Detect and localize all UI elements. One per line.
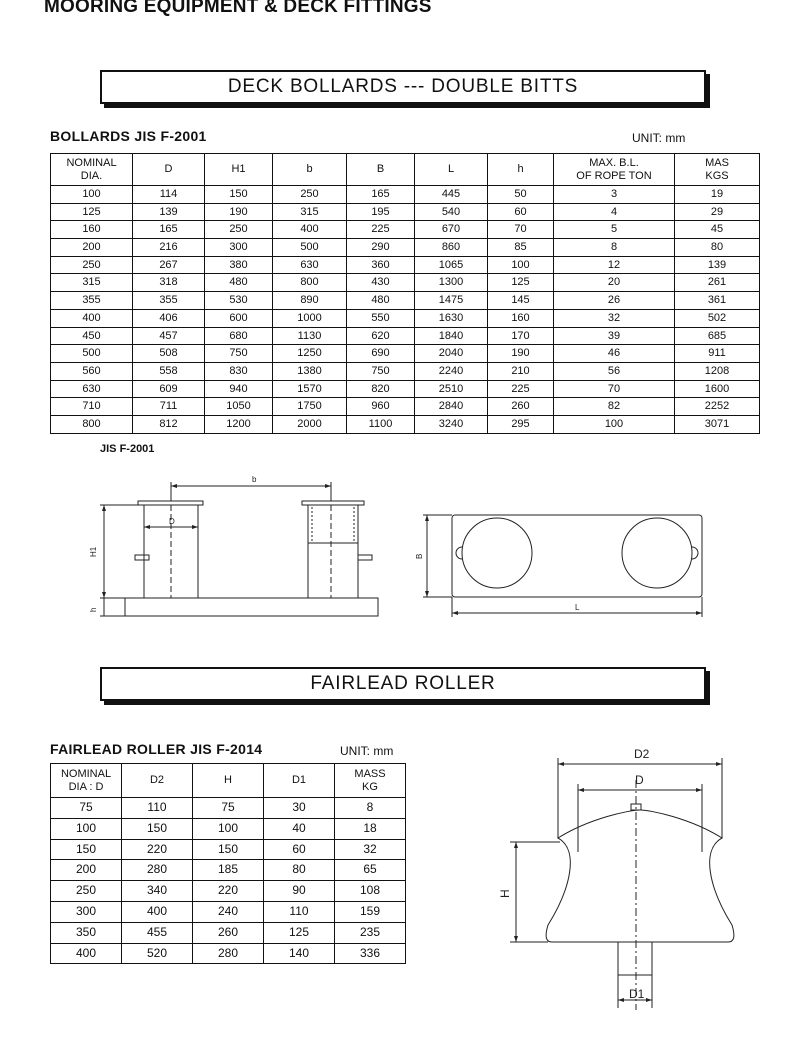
table-row: [51, 362, 760, 380]
table-cell: 56: [554, 362, 675, 380]
table-row: [51, 203, 760, 221]
table-cell: 800: [273, 274, 347, 292]
table-cell: 711: [133, 398, 205, 416]
table-cell: 60: [488, 203, 554, 221]
table-cell: 125: [488, 274, 554, 292]
table-cell: 430: [347, 274, 415, 292]
table-cell: 250: [273, 186, 347, 204]
bollards-unit: UNIT: mm: [632, 131, 686, 145]
column-header-text: D2: [149, 774, 165, 787]
table-cell: 250: [51, 256, 133, 274]
table-cell: 500: [51, 345, 133, 363]
table-cell: 190: [205, 203, 273, 221]
fairlead-section-title: FAIRLEAD ROLLER JIS F-2014: [50, 741, 263, 757]
dim-D-fairlead-label: D: [635, 773, 644, 787]
table-cell: 800: [51, 415, 133, 433]
column-header-text: H1: [231, 163, 246, 176]
column-header-text: D: [164, 163, 173, 176]
dim-L-label: L: [575, 603, 580, 612]
table-cell: 1200: [205, 415, 273, 433]
bollards-section-title: BOLLARDS JIS F-2001: [50, 128, 207, 144]
column-header: [51, 154, 133, 186]
column-header: [488, 154, 554, 186]
dim-b-label: b: [252, 475, 257, 484]
table-cell: 100: [488, 256, 554, 274]
table-cell: 267: [133, 256, 205, 274]
table-cell: 380: [205, 256, 273, 274]
table-cell: 911: [675, 345, 760, 363]
table-row: [51, 943, 406, 964]
table-cell: 80: [264, 860, 335, 881]
table-row: [51, 221, 760, 239]
table-cell: 80: [675, 239, 760, 257]
table-cell: 150: [51, 839, 122, 860]
bollard-drawing: [80, 465, 720, 630]
table-cell: 3: [554, 186, 675, 204]
table-cell: 200: [51, 239, 133, 257]
table-cell: 5: [554, 221, 675, 239]
fairlead-drawing: [490, 740, 760, 1015]
column-header-text: D1: [291, 774, 307, 787]
table-cell: 400: [122, 901, 193, 922]
table-cell: 400: [51, 309, 133, 327]
column-header-text: L: [447, 163, 455, 176]
column-header: [675, 154, 760, 186]
table-cell: 480: [205, 274, 273, 292]
table-cell: 90: [264, 881, 335, 902]
table-cell: 620: [347, 327, 415, 345]
table-cell: 250: [205, 221, 273, 239]
table-cell: 1750: [273, 398, 347, 416]
fairlead-header-row: [51, 764, 406, 798]
bollard-plan-post-right: [622, 518, 692, 588]
fairlead-table-body: [51, 798, 406, 964]
column-header: [51, 764, 122, 798]
table-row: [51, 186, 760, 204]
bollards-banner: DECK BOLLARDS --- DOUBLE BITTS: [100, 70, 706, 104]
table-cell: 1100: [347, 415, 415, 433]
table-cell: 336: [335, 943, 406, 964]
table-cell: 340: [122, 881, 193, 902]
table-row: [51, 818, 406, 839]
column-header-text: MASS: [354, 767, 386, 780]
column-header-text: KGS: [705, 169, 729, 182]
table-row: [51, 274, 760, 292]
table-row: [51, 398, 760, 416]
table-cell: 200: [51, 860, 122, 881]
table-cell: 125: [264, 922, 335, 943]
table-cell: 8: [335, 798, 406, 819]
table-cell: 480: [347, 292, 415, 310]
table-row: [51, 292, 760, 310]
table-cell: 315: [51, 274, 133, 292]
table-cell: 216: [133, 239, 205, 257]
table-row: [51, 327, 760, 345]
table-cell: 2510: [415, 380, 488, 398]
table-cell: 65: [335, 860, 406, 881]
table-cell: 75: [193, 798, 264, 819]
table-cell: 150: [122, 818, 193, 839]
column-header: [133, 154, 205, 186]
table-cell: 260: [488, 398, 554, 416]
table-row: [51, 345, 760, 363]
table-cell: 60: [264, 839, 335, 860]
dim-D-label: D: [169, 517, 175, 526]
column-header: [347, 154, 415, 186]
table-cell: 150: [193, 839, 264, 860]
table-cell: 500: [273, 239, 347, 257]
table-cell: 300: [51, 901, 122, 922]
table-cell: 39: [554, 327, 675, 345]
column-header: [335, 764, 406, 798]
column-header-text: NOMINAL: [60, 767, 112, 780]
table-cell: 360: [347, 256, 415, 274]
table-cell: 685: [675, 327, 760, 345]
column-header: [193, 764, 264, 798]
table-cell: 1050: [205, 398, 273, 416]
table-cell: 315: [273, 203, 347, 221]
table-cell: 318: [133, 274, 205, 292]
table-cell: 540: [415, 203, 488, 221]
table-cell: 46: [554, 345, 675, 363]
column-header-text: DIA.: [80, 169, 103, 182]
table-row: [51, 901, 406, 922]
table-cell: 195: [347, 203, 415, 221]
table-cell: 1065: [415, 256, 488, 274]
table-cell: 185: [193, 860, 264, 881]
table-cell: 190: [488, 345, 554, 363]
table-cell: 1570: [273, 380, 347, 398]
table-cell: 220: [122, 839, 193, 860]
table-cell: 100: [51, 818, 122, 839]
table-cell: 70: [488, 221, 554, 239]
table-cell: 108: [335, 881, 406, 902]
fairlead-roller-shaft: [618, 942, 652, 975]
table-cell: 820: [347, 380, 415, 398]
table-cell: 710: [51, 398, 133, 416]
table-cell: 940: [205, 380, 273, 398]
table-cell: 32: [554, 309, 675, 327]
bollard-plan-base: [452, 515, 702, 597]
table-cell: 40: [264, 818, 335, 839]
table-cell: 1300: [415, 274, 488, 292]
bollard-plan-post-left: [462, 518, 532, 588]
table-row: [51, 881, 406, 902]
column-header-text: DIA : D: [68, 780, 104, 793]
bollards-table-body: [51, 186, 760, 434]
table-cell: 75: [51, 798, 122, 819]
table-row: [51, 380, 760, 398]
dim-B-label: B: [415, 553, 424, 559]
table-cell: 110: [264, 901, 335, 922]
table-cell: 670: [415, 221, 488, 239]
table-cell: 750: [347, 362, 415, 380]
table-cell: 20: [554, 274, 675, 292]
fairlead-banner: FAIRLEAD ROLLER: [100, 667, 706, 701]
table-cell: 361: [675, 292, 760, 310]
table-cell: 400: [51, 943, 122, 964]
table-cell: 235: [335, 922, 406, 943]
table-cell: 960: [347, 398, 415, 416]
page-title: MOORING EQUIPMENT & DECK FITTINGS: [44, 0, 432, 17]
table-cell: 450: [51, 327, 133, 345]
table-cell: 350: [51, 922, 122, 943]
dim-D1-label: D1: [629, 987, 645, 1001]
table-cell: 140: [264, 943, 335, 964]
table-cell: 12: [554, 256, 675, 274]
table-cell: 29: [675, 203, 760, 221]
table-cell: 455: [122, 922, 193, 943]
bollard-left-cap: [138, 501, 203, 505]
column-header-text: b: [306, 163, 313, 176]
table-cell: 830: [205, 362, 273, 380]
table-cell: 70: [554, 380, 675, 398]
table-cell: 355: [51, 292, 133, 310]
table-cell: 558: [133, 362, 205, 380]
table-row: [51, 239, 760, 257]
table-cell: 355: [133, 292, 205, 310]
table-cell: 145: [488, 292, 554, 310]
column-header-text: H: [224, 774, 232, 787]
dim-H1-label: H1: [89, 546, 98, 557]
table-cell: 1380: [273, 362, 347, 380]
table-cell: 30: [264, 798, 335, 819]
table-cell: 1630: [415, 309, 488, 327]
column-header-text: h: [517, 163, 524, 176]
table-row: [51, 256, 760, 274]
table-cell: 165: [133, 221, 205, 239]
table-cell: 100: [554, 415, 675, 433]
table-cell: 160: [488, 309, 554, 327]
table-cell: 225: [488, 380, 554, 398]
bollards-figure-label: JIS F-2001: [100, 443, 155, 455]
table-cell: 1250: [273, 345, 347, 363]
table-row: [51, 309, 760, 327]
column-header-text: OF ROPE TON: [576, 169, 652, 182]
column-header-text: MAX. B.L.: [589, 156, 639, 169]
table-cell: 240: [193, 901, 264, 922]
table-row: [51, 839, 406, 860]
table-cell: 300: [205, 239, 273, 257]
column-header: [273, 154, 347, 186]
table-cell: 520: [122, 943, 193, 964]
table-cell: 1130: [273, 327, 347, 345]
table-cell: 560: [51, 362, 133, 380]
table-cell: 210: [488, 362, 554, 380]
column-header-text: MAS: [705, 156, 729, 169]
table-cell: 890: [273, 292, 347, 310]
table-cell: 82: [554, 398, 675, 416]
table-cell: 18: [335, 818, 406, 839]
table-cell: 8: [554, 239, 675, 257]
table-cell: 50: [488, 186, 554, 204]
table-cell: 3071: [675, 415, 760, 433]
column-header: [122, 764, 193, 798]
table-cell: 225: [347, 221, 415, 239]
table-cell: 1475: [415, 292, 488, 310]
table-cell: 680: [205, 327, 273, 345]
table-cell: 630: [273, 256, 347, 274]
table-cell: 2240: [415, 362, 488, 380]
table-cell: 45: [675, 221, 760, 239]
table-cell: 445: [415, 186, 488, 204]
table-cell: 690: [347, 345, 415, 363]
table-cell: 609: [133, 380, 205, 398]
table-cell: 160: [51, 221, 133, 239]
table-cell: 32: [335, 839, 406, 860]
table-cell: 508: [133, 345, 205, 363]
table-cell: 165: [347, 186, 415, 204]
table-cell: 2252: [675, 398, 760, 416]
table-cell: 280: [193, 943, 264, 964]
bollard-right-cap: [302, 501, 364, 505]
bollards-table: [50, 153, 760, 434]
table-cell: 159: [335, 901, 406, 922]
table-cell: 2840: [415, 398, 488, 416]
table-cell: 85: [488, 239, 554, 257]
column-header-text: KG: [362, 780, 378, 793]
table-cell: 457: [133, 327, 205, 345]
table-cell: 250: [51, 881, 122, 902]
table-cell: 110: [122, 798, 193, 819]
table-cell: 19: [675, 186, 760, 204]
table-cell: 750: [205, 345, 273, 363]
table-row: [51, 922, 406, 943]
fairlead-roller-body: [546, 810, 734, 942]
table-cell: 502: [675, 309, 760, 327]
column-header: [205, 154, 273, 186]
column-header-text: B: [376, 163, 385, 176]
table-cell: 150: [205, 186, 273, 204]
bollards-header-row: [51, 154, 760, 186]
table-cell: 139: [133, 203, 205, 221]
table-cell: 2040: [415, 345, 488, 363]
table-cell: 1208: [675, 362, 760, 380]
table-cell: 812: [133, 415, 205, 433]
table-row: [51, 798, 406, 819]
table-cell: 280: [122, 860, 193, 881]
table-cell: 406: [133, 309, 205, 327]
fairlead-table: [50, 763, 406, 964]
table-cell: 860: [415, 239, 488, 257]
column-header: [264, 764, 335, 798]
table-cell: 114: [133, 186, 205, 204]
table-cell: 295: [488, 415, 554, 433]
table-cell: 600: [205, 309, 273, 327]
dim-D2-label: D2: [634, 747, 650, 761]
table-cell: 26: [554, 292, 675, 310]
table-cell: 170: [488, 327, 554, 345]
table-cell: 1840: [415, 327, 488, 345]
column-header-text: NOMINAL: [66, 156, 117, 169]
table-cell: 139: [675, 256, 760, 274]
table-row: [51, 415, 760, 433]
dim-H-label: H: [498, 889, 512, 898]
table-cell: 100: [51, 186, 133, 204]
table-cell: 100: [193, 818, 264, 839]
table-cell: 290: [347, 239, 415, 257]
table-cell: 630: [51, 380, 133, 398]
table-cell: 125: [51, 203, 133, 221]
table-cell: 260: [193, 922, 264, 943]
table-cell: 550: [347, 309, 415, 327]
table-cell: 220: [193, 881, 264, 902]
table-cell: 4: [554, 203, 675, 221]
table-cell: 2000: [273, 415, 347, 433]
table-cell: 3240: [415, 415, 488, 433]
table-cell: 400: [273, 221, 347, 239]
column-header: [415, 154, 488, 186]
bollard-side-base: [125, 598, 378, 616]
table-row: [51, 860, 406, 881]
table-cell: 1600: [675, 380, 760, 398]
column-header: [554, 154, 675, 186]
dim-h-label: h: [89, 607, 98, 612]
table-cell: 530: [205, 292, 273, 310]
table-cell: 1000: [273, 309, 347, 327]
fairlead-unit: UNIT: mm: [340, 744, 394, 758]
table-cell: 261: [675, 274, 760, 292]
